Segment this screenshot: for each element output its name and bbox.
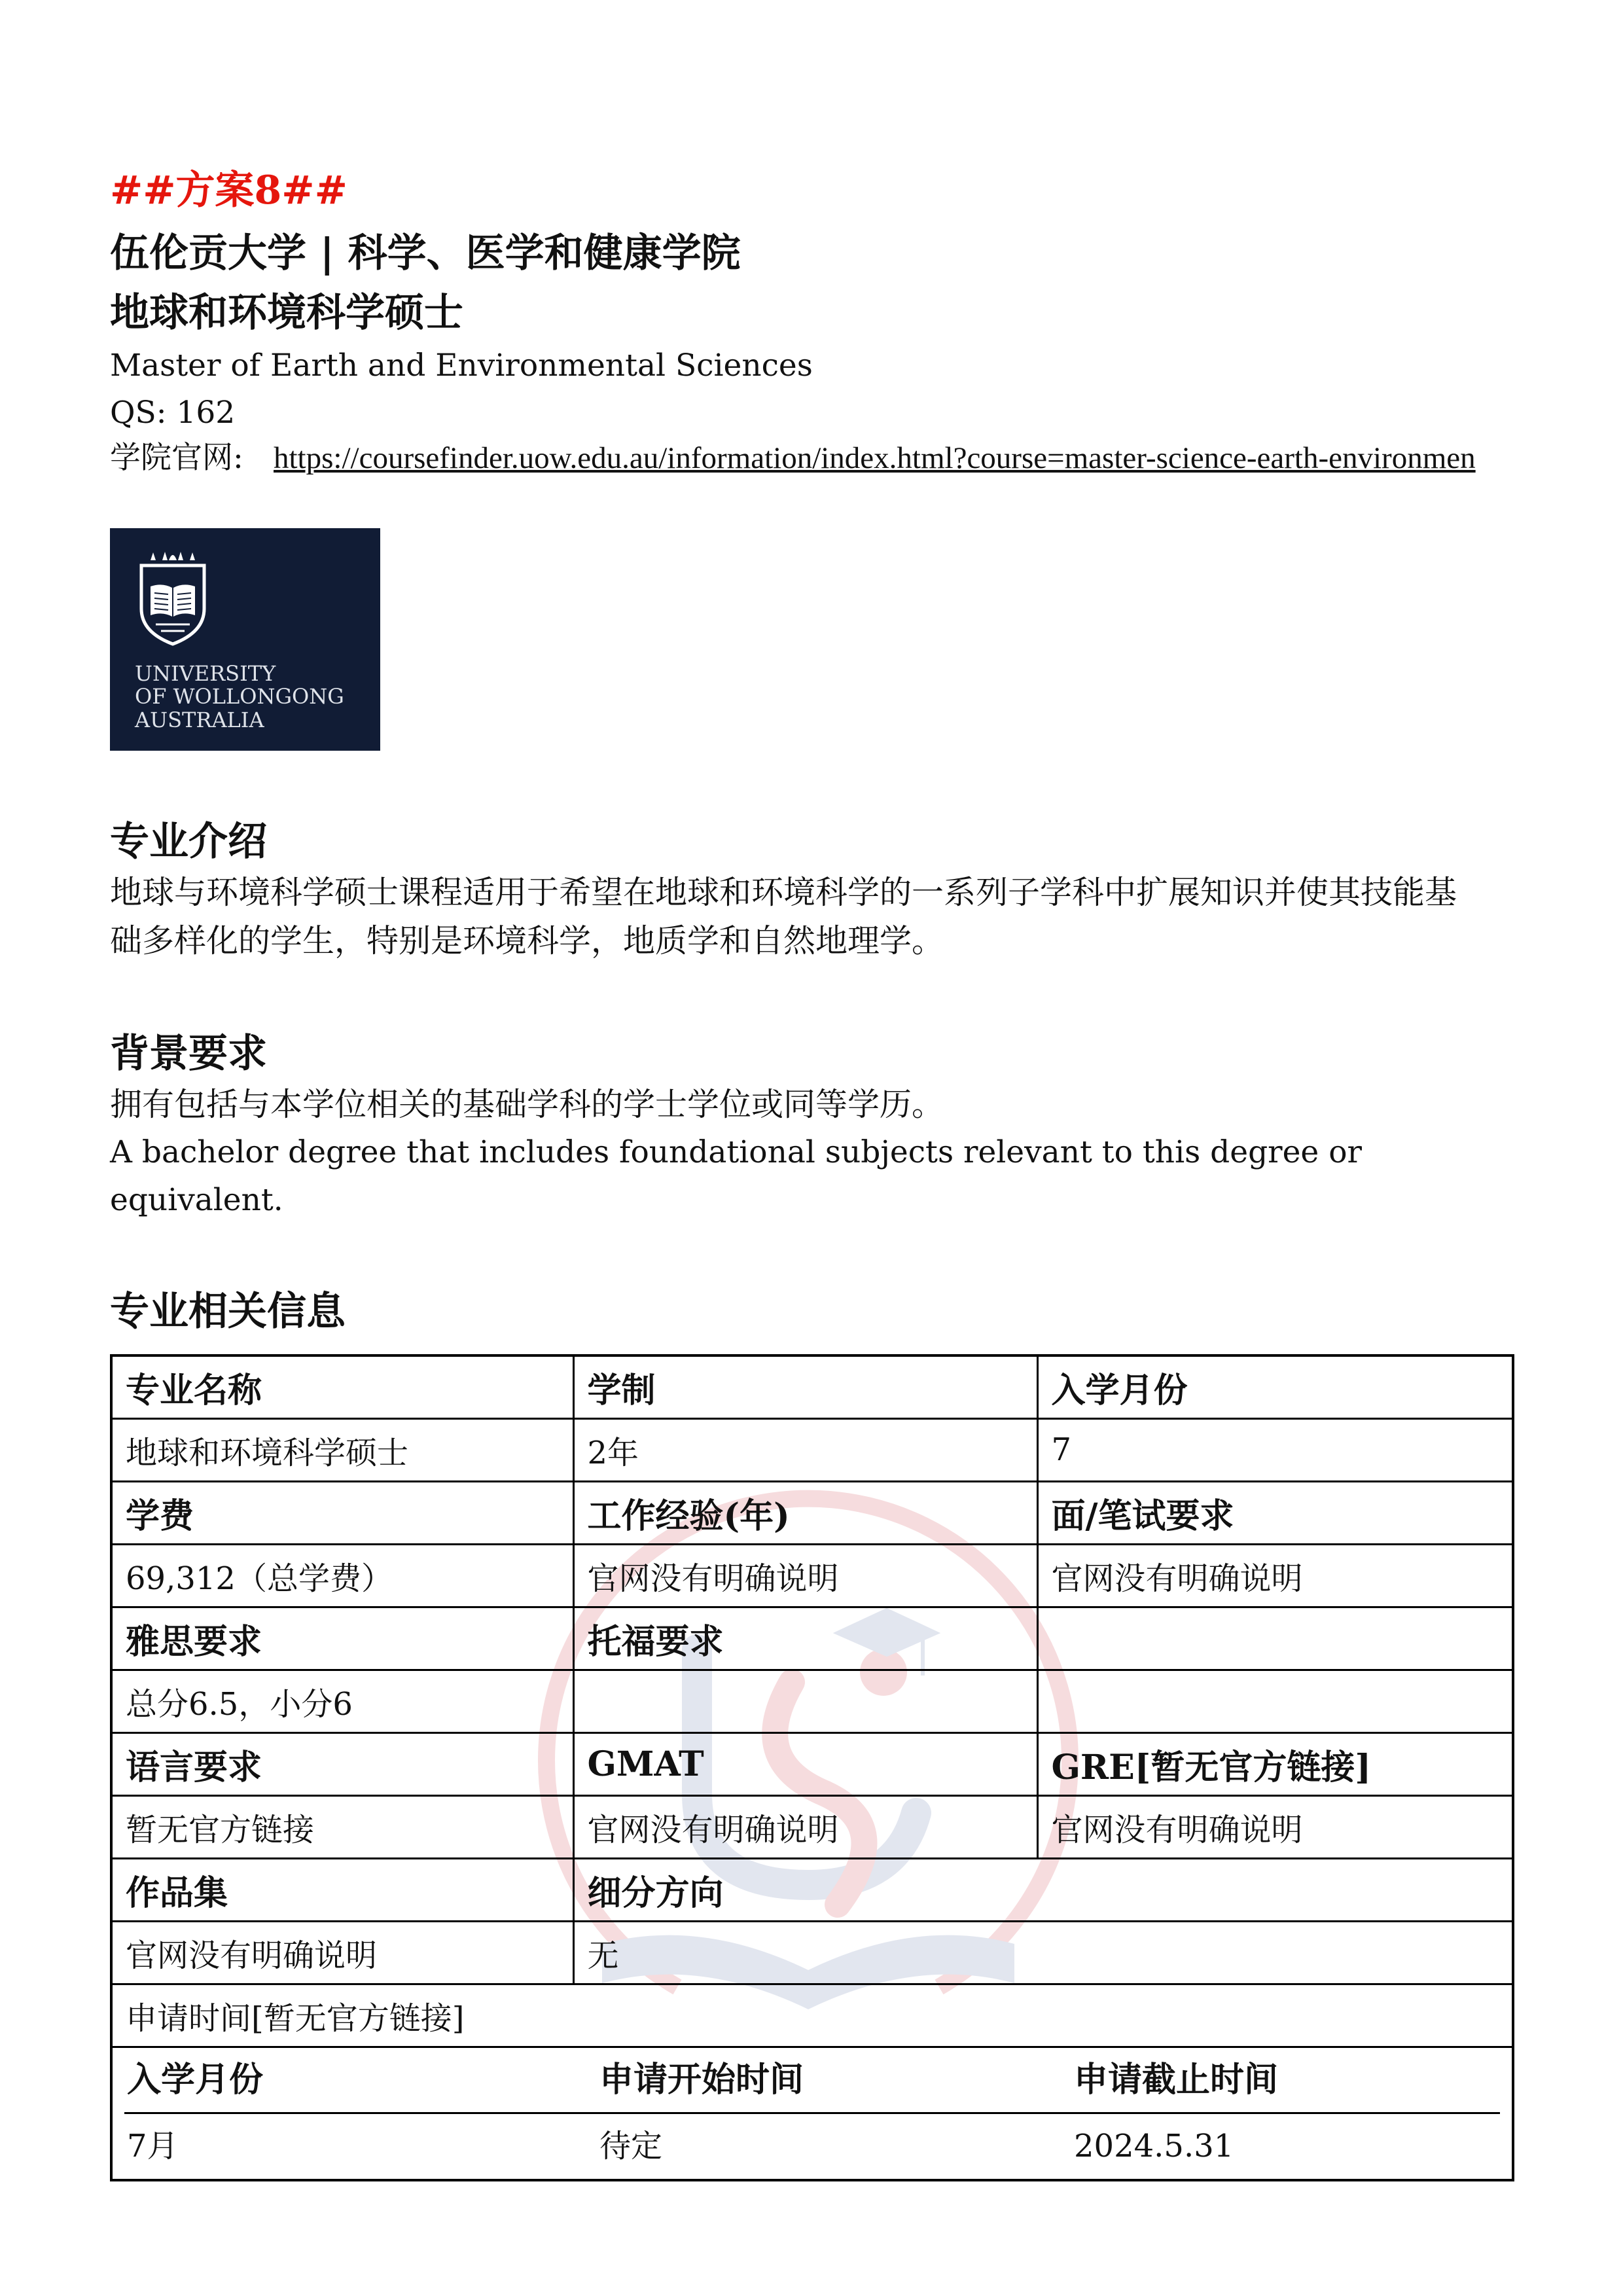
university-faculty-title: 伍伦贡大学 | 科学、医学和健康学院 [110,230,741,276]
table-cell: 官网没有明确说明 [1037,1544,1513,1607]
column-header-intake-month: 入学月份 [127,2059,264,2100]
logo-text-line-3: AUSTRALIA [135,708,264,732]
logo-text-line-1: UNIVERSITY [135,661,276,686]
program-title-en: Master of Earth and Environmental Sciences [110,348,813,384]
table-header-cell: 入学月份 [1037,1355,1513,1418]
table-header-cell: 学费 [111,1481,573,1544]
intro-heading: 专业介绍 [110,819,267,865]
crest-top [145,551,200,562]
program-info-table [110,1354,1514,2181]
table-cell: 暂无官方链接 [111,1795,573,1858]
table-row [111,1795,1513,1858]
table-header-cell: 雅思要求 [111,1607,573,1670]
table-cell: 总分6.5，小分6 [111,1670,573,1732]
application-schedule-row [113,2114,1512,2179]
intro-paragraph [110,869,1457,965]
background-paragraph [110,1081,1362,1224]
table-header-cell: 工作经验(年) [573,1481,1037,1544]
table-cell: 官网没有明确说明 [573,1544,1037,1607]
background-line-cn: 拥有包括与本学位相关的基础学科的学士学位或同等学历。 [110,1086,944,1123]
university-shield-icon [136,548,209,647]
table-row [111,1984,1513,2047]
background-heading: 背景要求 [110,1031,267,1077]
table-header-cell: 作品集 [111,1858,573,1921]
table-row [111,1858,1513,1921]
table-empty-cell [1037,1670,1513,1732]
application-schedule-header [113,2048,1512,2112]
table-header-cell: 托福要求 [573,1607,1037,1670]
table-header-cell: 语言要求 [111,1732,573,1795]
table-header-cell: 专业名称 [111,1355,573,1418]
website-row [110,439,1623,478]
table-header-cell: GMAT [573,1732,1037,1795]
table-empty-cell [573,1670,1037,1732]
table-cell: 69,312（总学费） [111,1544,573,1607]
plan-tag: ##方案8## [110,168,348,213]
table-header-cell: 学制 [573,1355,1037,1418]
table-cell: 7 [1037,1418,1513,1481]
table-row [111,1921,1513,1984]
table-header-cell: 面/笔试要求 [1037,1481,1513,1544]
deadline-value: 2024.5.31 [1074,2127,1234,2164]
table-empty-cell [1037,1607,1513,1670]
website-label: 学院官网: [110,440,243,476]
table-row [111,1355,1513,1418]
column-header-deadline: 申请截止时间 [1074,2059,1279,2100]
university-logo [110,528,380,751]
qs-ranking: QS: 162 [110,395,236,431]
table-cell: 2年 [573,1418,1037,1481]
table-row [111,1418,1513,1481]
table-cell: 官网没有明确说明 [1037,1795,1513,1858]
table-row [111,2047,1513,2180]
table-cell: 无 [573,1921,1513,1984]
intro-line: 地球与环境科学硕士课程适用于希望在地球和环境科学的一系列子学科中扩展知识并使其技能基 [110,874,1457,911]
column-header-start-date: 申请开始时间 [599,2059,804,2100]
application-schedule-cell [111,2047,1513,2180]
background-line-en: A bachelor degree that includes foundational subjects relevant to this degree or [110,1134,1362,1170]
application-schedule [113,2048,1512,2179]
table-row [111,1732,1513,1795]
intake-month-value: 7月 [127,2127,179,2164]
table-cell: 地球和环境科学硕士 [111,1418,573,1481]
website-link[interactable]: https://coursefinder.uow.edu.au/information/index.html?course=master-science-earth-environmen [274,441,1476,475]
info-heading: 专业相关信息 [110,1289,346,1335]
program-title-cn: 地球和环境科学硕士 [110,290,463,336]
table-cell: 官网没有明确说明 [573,1795,1037,1858]
table-cell: 官网没有明确说明 [111,1921,573,1984]
table-row [111,1544,1513,1607]
table-header-cell: 细分方向 [573,1858,1513,1921]
start-date-value: 待定 [599,2127,663,2164]
application-time-title: 申请时间[暂无官方链接] [111,1984,1513,2047]
table-row [111,1481,1513,1544]
table-row [111,1670,1513,1732]
table-row [111,1607,1513,1670]
background-line-en: equivalent. [110,1182,283,1218]
intro-line: 础多样化的学生，特别是环境科学，地质学和自然地理学。 [110,922,944,960]
table-header-cell: GRE[暂无官方链接] [1037,1732,1513,1795]
logo-text-line-2: OF WOLLONGONG [135,684,344,709]
